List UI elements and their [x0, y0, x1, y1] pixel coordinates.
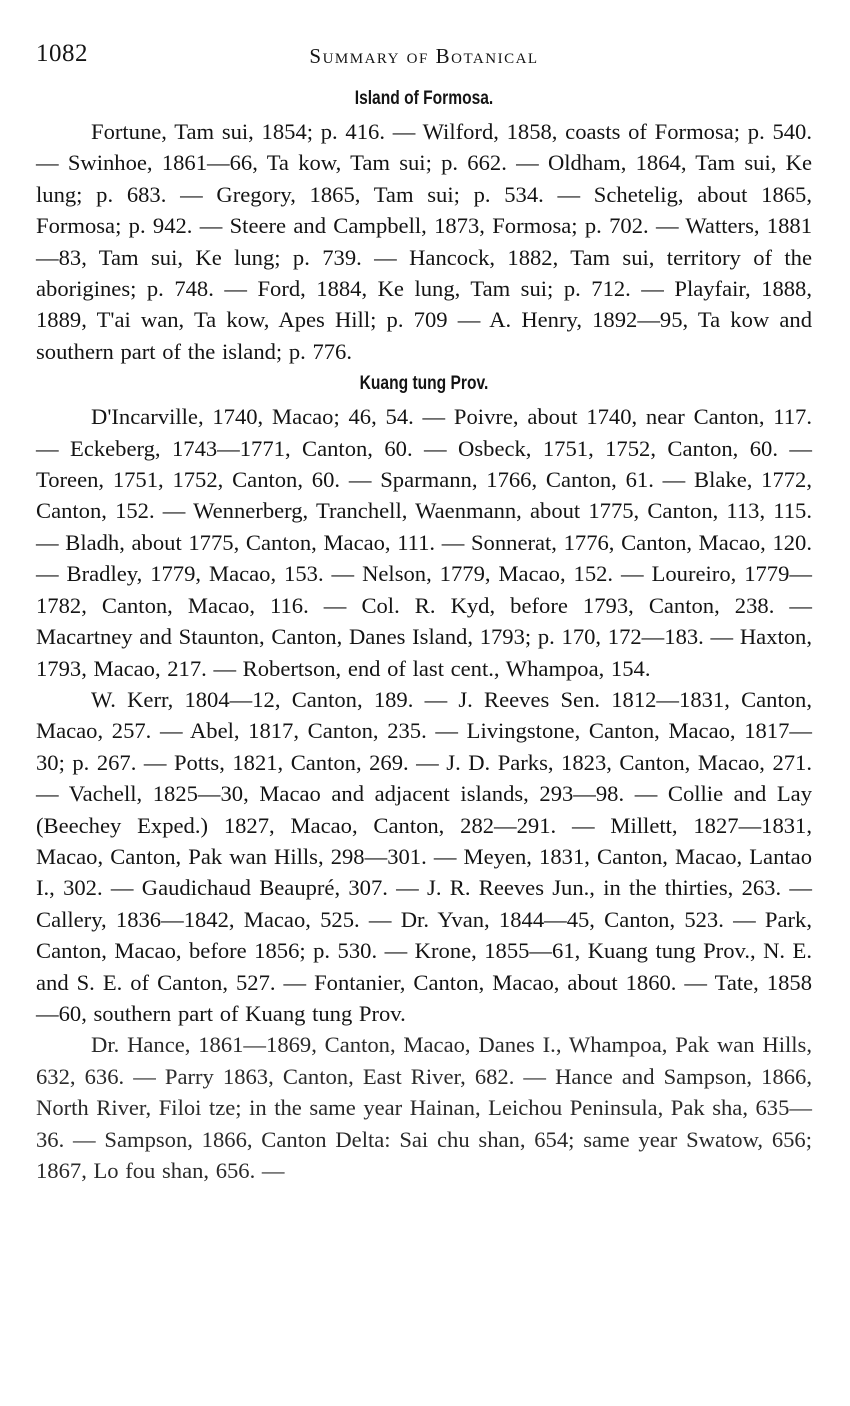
section-formosa: [36, 84, 812, 367]
book-page: [36, 40, 812, 1186]
paragraph: D'Incarville, 1740, Macao; 46, 54. — Poivre, about 1740, near Canton, 117. — Eckeberg, 1743—1771, Canton, 60. — Osbeck, 1751, 1752, Canton, 60. — Toreen, 1751, 1752, Canton, 60. — Sparmann, 1766, Canton, 61. — Blake, 1772, Canton, 152. — Wennerberg, Tranchell, Waenmann, about 1775, Canton, 113, 115. — Bladh, about 1775, Canton, Macao, 111. — Sonnerat, 1776, Canton, Macao, 120. — Bradley, 1779, Macao, 153. — Nelson, 1779, Macao, 152. — Loureiro, 1779—1782, Canton, Macao, 116. — Col. R. Kyd, before 1793, Canton, 238. — Macartney and Staunton, Canton, Danes Island, 1793; p. 170, 172—183. — Haxton, 1793, Macao, 217. — Robertson, end of last cent., Whampoa, 154.: [36, 404, 812, 681]
paragraph: Fortune, Tam sui, 1854; p. 416. — Wilford, 1858, coasts of Formosa; p. 540. — Swinhoe, 1861—66, Ta kow, Tam sui; p. 662. — Oldham, 1864, Tam sui, Ke lung; p. 683. — Gregory, 1865, Tam sui; p. 534. — Schetelig, about 1865, Formosa; p. 942. — Steere and Campbell, 1873, Formosa; p. 702. — Watters, 1881—83, Tam sui, Ke lung; p. 739. — Hancock, 1882, Tam sui, territory of the aborigines; p. 748. — Ford, 1884, Ke lung, Tam sui; p. 712. — Playfair, 1888, 1889, T'ai wan, Ta kow, Apes Hill; p. 709 — A. Henry, 1892—95, Ta kow and southern part of the island; p. 776.: [36, 119, 812, 364]
section-heading: Island of Formosa.: [354, 88, 494, 109]
page-number: 1082: [36, 40, 88, 67]
paragraph: Dr. Hance, 1861—1869, Canton, Macao, Danes I., Whampoa, Pak wan Hills, 632, 636. — Parry 1863, Canton, East River, 682. — Hance and Sampson, 1866, North River, Filoi tze; in the same year Hainan, Leichou Peninsula, Pak sha, 635—36. — Sampson, 1866, Canton Delta: Sai chu shan, 654; same year Swatow, 656; 1867, Lo fou shan, 656. —: [36, 1032, 812, 1183]
running-title: Summary of Botanical: [309, 44, 539, 68]
section-kuang-tung: [36, 369, 812, 1186]
running-head: [36, 40, 812, 80]
paragraph: W. Kerr, 1804—12, Canton, 189. — J. Reeves Sen. 1812—1831, Canton, Macao, 257. — Abel, 1817, Canton, 235. — Livingstone, Canton, Macao, 1817—30; p. 267. — Potts, 1821, Canton, 269. — J. D. Parks, 1823, Canton, Macao, 271. — Vachell, 1825—30, Macao and adjacent islands, 293—98. — Collie and Lay (Beechey Exped.) 1827, Macao, Canton, 282—291. — Millett, 1827—1831, Macao, Canton, Pak wan Hills, 298—301. — Meyen, 1831, Canton, Macao, Lantao I., 302. — Gaudichaud Beaupré, 307. — J. R. Reeves Jun., in the thirties, 263. — Callery, 1836—1842, Macao, 525. — Dr. Yvan, 1844—45, Canton, 523. — Park, Canton, Macao, before 1856; p. 530. — Krone, 1855—61, Kuang tung Prov., N. E. and S. E. of Canton, 527. — Fontanier, Canton, Macao, about 1860. — Tate, 1858—60, southern part of Kuang tung Prov.: [36, 686, 812, 1026]
section-heading: Kuang tung Prov.: [359, 373, 489, 395]
